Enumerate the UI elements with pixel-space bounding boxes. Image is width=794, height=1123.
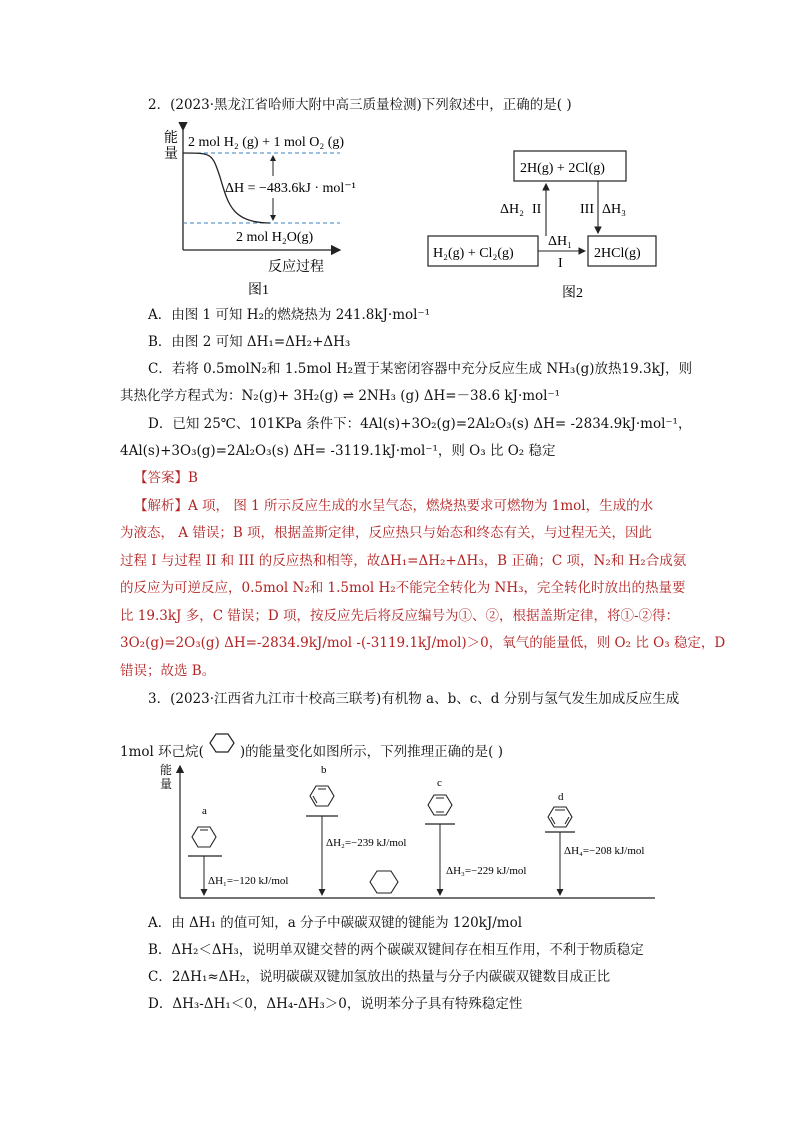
q2-option-d-line1: D．已知 25℃、101KPa 条件下：4Al(s)+3O₂(g)=2Al₂O₃(s) ΔH= -2834.9kJ·mol⁻¹， — [148, 416, 692, 432]
fig2-roman2: II — [532, 202, 542, 217]
q2-option-a: A．由图 1 可知 H₂的燃烧热为 241.8kJ·mol⁻¹ — [148, 307, 431, 323]
fig2-right-box-label: 2HCl(g) — [594, 246, 641, 261]
fig2-caption: 图2 — [562, 286, 583, 301]
q3-option-a: A．由 ΔH₁ 的值可知，a 分子中碳碳双键的键能为 120kJ/mol — [148, 915, 523, 931]
answer-tag: 【答案】 — [134, 470, 188, 486]
q3-label-d: d — [558, 791, 564, 803]
fig1-bottom-label: 2 mol H₂O(g) — [236, 230, 314, 245]
q2-option-b: B．由图 2 可知 ΔH₁=ΔH₂+ΔH₃ — [148, 334, 351, 350]
q2-analysis-line4: 的反应为可逆反应，0.5mol N₂和 1.5mol H₂不能完全转化为 NH₃，完全转化时放出的热量要 — [120, 580, 686, 596]
q2-figure-2 — [422, 145, 672, 305]
q2-analysis-line2: 为液态， A 错误；B 项，根据盖斯定律，反应热只与始态和终态有关，与过程无关，因此 — [120, 525, 653, 541]
fig2-dh1: ΔH₁ — [548, 234, 572, 249]
q3-dh2: ΔH₂=−239 kJ/mol — [326, 837, 407, 849]
q2-analysis-line1 — [134, 497, 653, 515]
q2-analysis-line6: 3O₂(g)=2O₃(g) ΔH=-2834.9kJ/mol -(-3119.1kJ/mol)＞0，氧气的能量低，则 O₂ 比 O₃ 稳定，D — [120, 635, 726, 651]
q2-analysis-line3: 过程 I 与过程 II 和 III 的反应热和相等，故ΔH₁=ΔH₂+ΔH₃，B 正确；C 项，N₂和 H₂合成氨 — [120, 553, 687, 569]
cyclohexane-inline-icon — [204, 738, 240, 756]
q3-dh1: ΔH₁=−120 kJ/mol — [208, 875, 289, 887]
fig1-ylabel-1: 能 — [164, 131, 178, 146]
fig2-top-box-label: 2H(g) + 2Cl(g) — [520, 161, 605, 176]
q3-stem-2b: )的能量变化如图所示，下列推理正确的是( ) — [239, 744, 503, 760]
q2-analysis-line7: 错误；故选 B。 — [120, 663, 216, 679]
q3-energy-figure — [150, 760, 670, 910]
q3-option-b: B．ΔH₂＜ΔH₃，说明单双键交替的两个碳碳双键间存在相互作用，不利于物质稳定 — [148, 942, 644, 958]
q3-ylabel-2: 量 — [160, 777, 173, 791]
q3-ylabel-1: 能 — [160, 763, 173, 777]
fig2-dh3: ΔH₃ — [602, 202, 626, 217]
fig2-dh2: ΔH₂ — [500, 202, 524, 217]
cyclohexane-product-icon — [370, 871, 398, 893]
fig1-ylabel-2: 量 — [164, 147, 178, 162]
analysis-tag: 【解析】 — [134, 498, 188, 514]
fig2-roman1: I — [558, 256, 563, 271]
q2-analysis-line5: 比 19.3kJ 多，C 错误；D 项，按反应先后将反应编号为①、②，根据盖斯定律，将①-②得： — [120, 608, 680, 624]
q3-label-a: a — [202, 805, 207, 817]
fig1-caption: 图1 — [248, 283, 269, 298]
q3-label-b: b — [321, 764, 327, 776]
q2-answer — [134, 469, 198, 487]
fig1-top-label: 2 mol H₂ (g) + 1 mol O₂ (g) — [188, 135, 345, 150]
fig1-xlabel: 反应过程 — [268, 260, 324, 275]
fig2-left-box-label: H₂(g) + Cl₂(g) — [433, 246, 514, 261]
fig1-dh-label: ΔH = −483.6kJ · mol⁻¹ — [225, 181, 356, 196]
q3-stem-2a: 1mol 环己烷( — [120, 744, 204, 760]
q2-option-d-line2: 4Al(s)+3O₃(g)=2Al₂O₃(s) ΔH= -3119.1kJ·mol⁻¹，则 O₃ 比 O₂ 稳定 — [120, 443, 556, 459]
q3-option-c: C．2ΔH₁≈ΔH₂，说明碳碳双键加氢放出的热量与分子内碳碳双键数目成正比 — [148, 969, 611, 985]
q3-stem-line2 — [120, 738, 503, 761]
q3-label-c: c — [437, 777, 442, 789]
q3-option-d: D．ΔH₃-ΔH₁＜0，ΔH₄-ΔH₃＞0，说明苯分子具有特殊稳定性 — [148, 996, 523, 1012]
q3-dh3: ΔH₃=−229 kJ/mol — [446, 865, 527, 877]
analysis-text-1: A 项， 图 1 所示反应生成的水呈气态，燃烧热要求可燃物为 1mol，生成的水 — [188, 498, 654, 514]
q3-stem-line1: 3．(2023·江西省九江市十校高三联考)有机物 a、b、c、d 分别与氢气发生加成反应生成 — [148, 691, 680, 707]
q2-option-c-line1: C．若将 0.5molN₂和 1.5mol H₂置于某密闭容器中充分反应生成 NH₃(g)放热19.3kJ，则 — [148, 361, 693, 377]
q2-figure-1 — [150, 122, 360, 302]
q2-stem: 2．(2023·黑龙江省哈师大附中高三质量检测)下列叙述中，正确的是( ) — [148, 97, 572, 113]
answer-value: B — [188, 470, 198, 486]
q3-dh4: ΔH₄=−208 kJ/mol — [564, 845, 645, 857]
fig2-roman3: III — [580, 202, 594, 217]
q2-option-c-line2: 其热化学方程式为：N₂(g)+ 3H₂(g) ⇌ 2NH₃ (g) ΔH=－38.6 kJ·mol⁻¹ — [120, 388, 561, 404]
